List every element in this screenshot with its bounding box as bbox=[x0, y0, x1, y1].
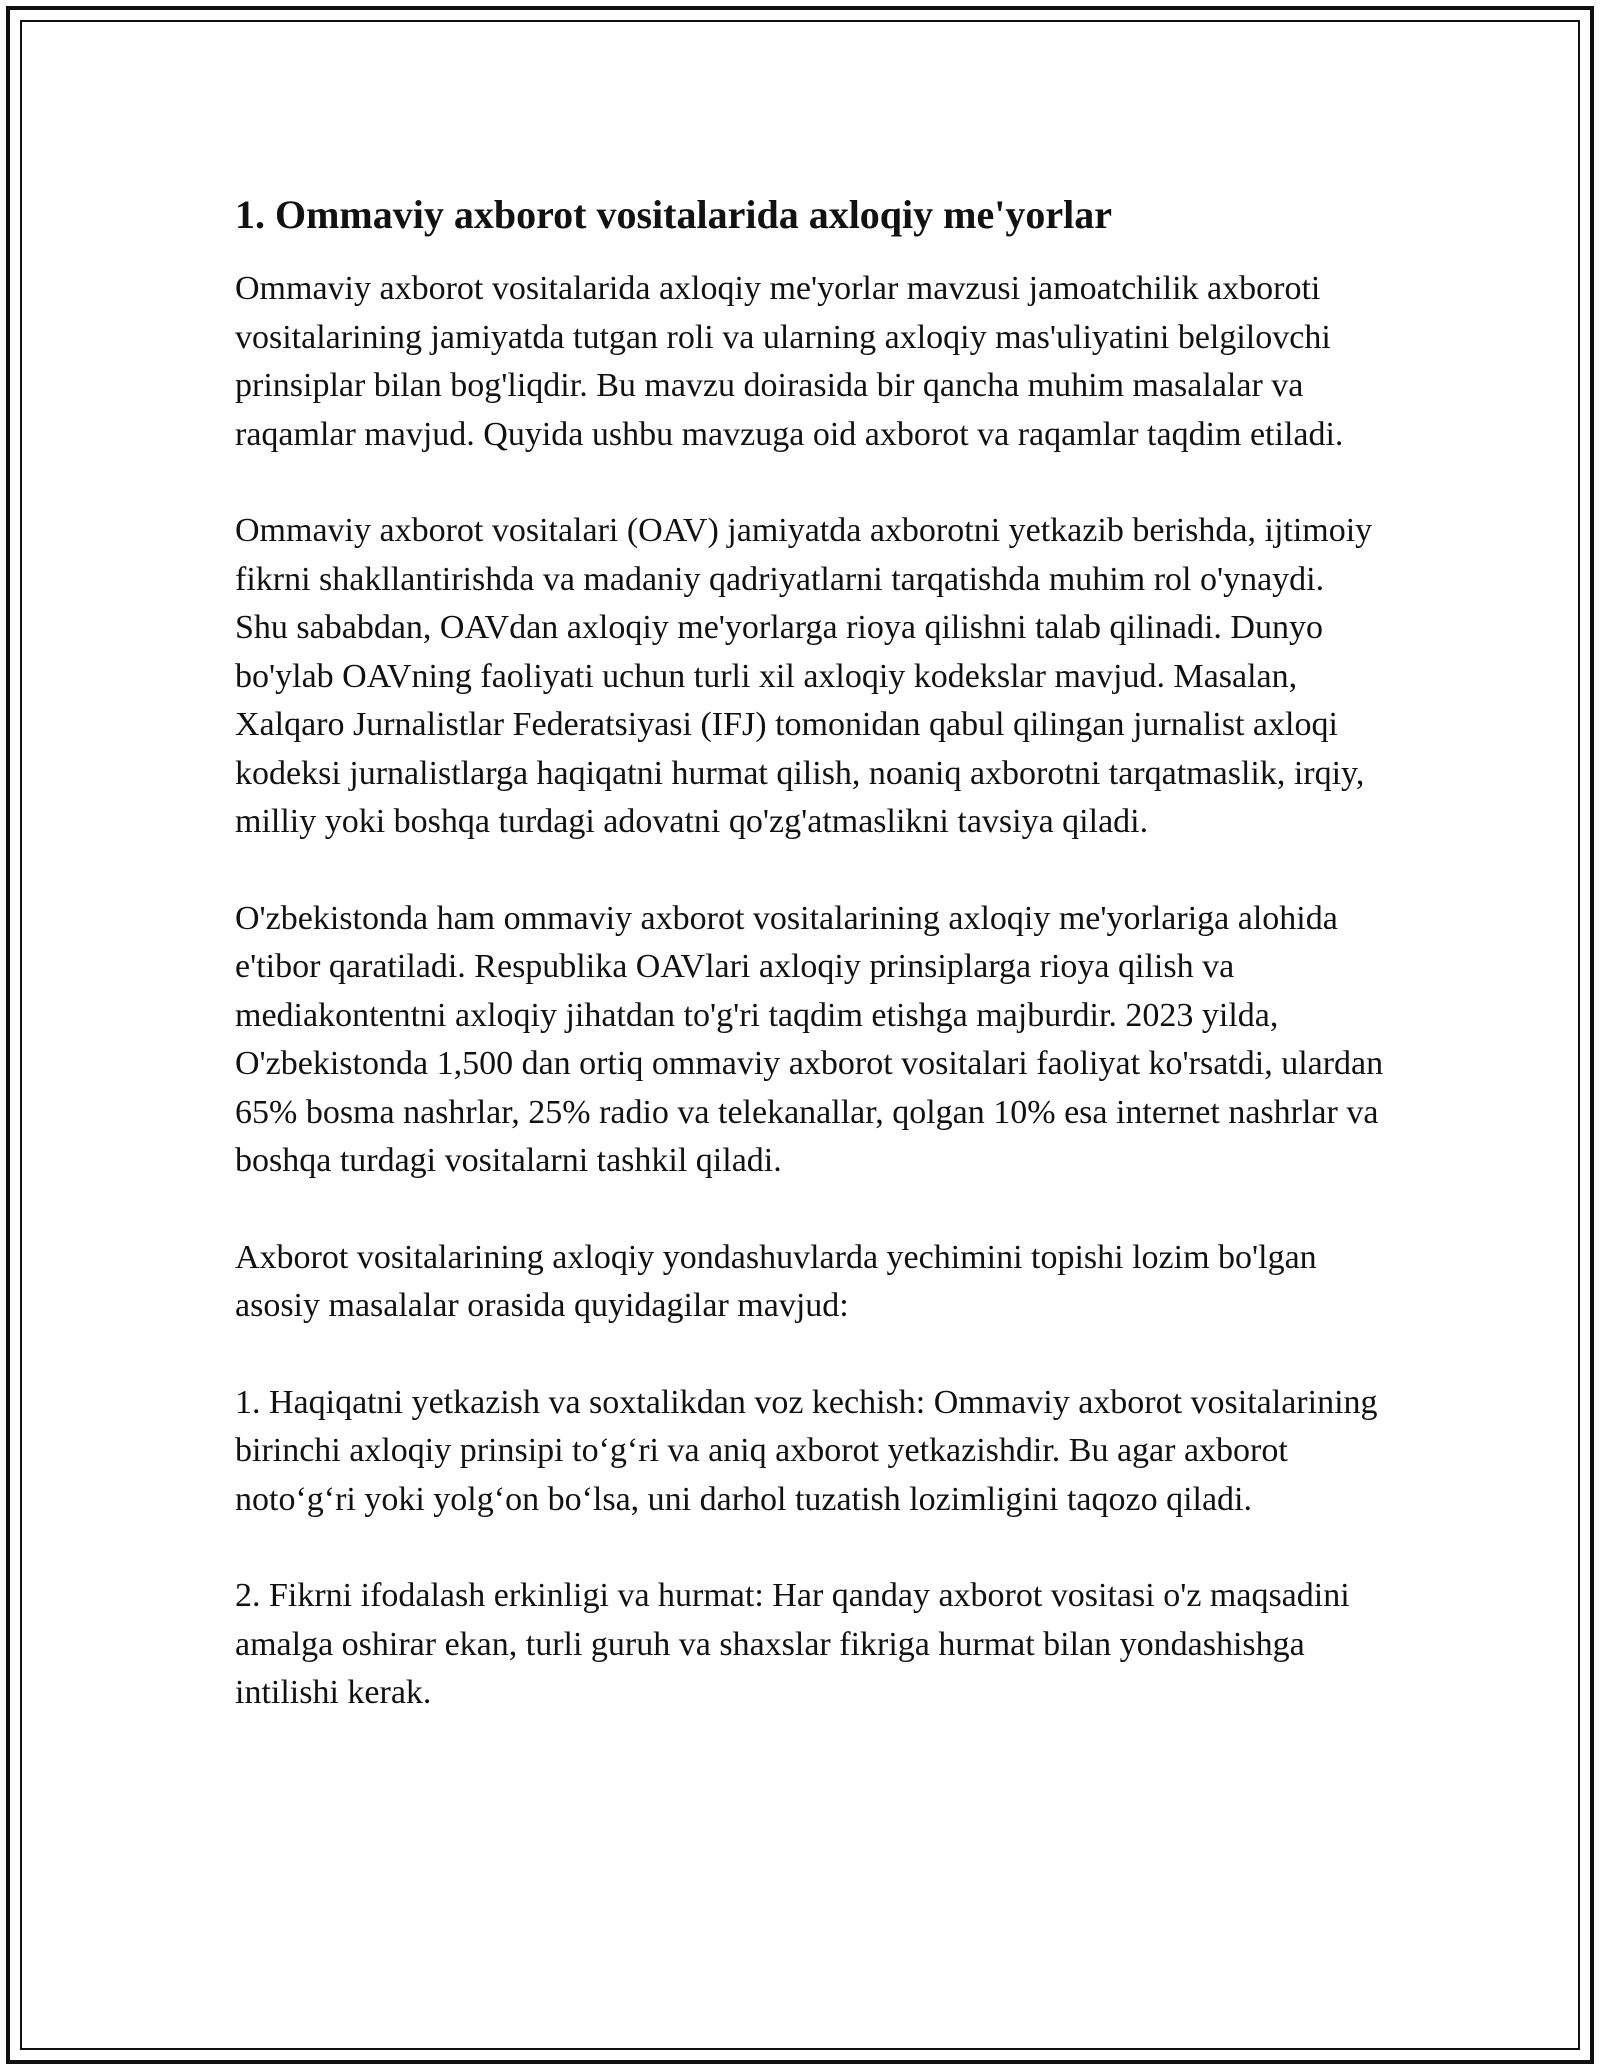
paragraph-oav-role: Ommaviy axborot vositalari (OAV) jamiyatda axborotni yetkazib berishda, ijtimoiy fikrni shakllantirishda va madaniy qadriyatlarni tarqatishda muhim rol o'ynaydi. Shu sababdan, OAVdan axloqiy me'yorlarga rioya qilishni talab qilinadi. Dunyo bo'ylab OAVning faoliyati uchun turli xil axloqiy kodekslar mavjud. Masalan, Xalqaro Jurnalistlar Federatsiyasi (IFJ) tomonidan qabul qilingan jurnalist axloqi kodeksi jurnalistlarga haqiqatni hurmat qilish, noaniq axborotni tarqatmaslik, irqiy, milliy yoki boshqa turdagi adovatni qo'zg'atmaslikni tavsiya qiladi. bbox=[235, 512, 1373, 840]
section-heading: 1. Ommaviy axborot vositalarida axloqiy me'yorlar bbox=[235, 192, 1112, 237]
paragraph-issues-intro: Axborot vositalarining axloqiy yondashuvlarda yechimini topishi lozim bo'lgan asosiy masalalar orasida quyidagilar mavjud: bbox=[235, 1238, 1317, 1324]
list-item-freedom: 2. Fikrni ifodalash erkinligi va hurmat: Har qanday axborot vositasi o'z maqsadini amalga oshirar ekan, turli guruh va shaxslar fikriga hurmat bilan yondashishga intilishi kerak. bbox=[235, 1577, 1350, 1711]
list-item-truth: 1. Haqiqatni yetkazish va soxtalikdan voz kechish: Ommaviy axborot vositalarining birinchi axloqiy prinsipi to‘g‘ri va aniq axborot yetkazishdir. Bu agar axborot noto‘g‘ri yoki yolg‘on bo‘lsa, uni darhol tuzatish lozimligini taqozo qiladi. bbox=[235, 1383, 1378, 1518]
paragraph-uzbekistan: O'zbekistonda ham ommaviy axborot vositalarining axloqiy me'yorlariga alohida e'tibor qaratiladi. Respublika OAVlari axloqiy prinsiplarga rioya qilish va mediakontentni axloqiy jihatdan to'g'ri taqdim etishga majburdir. 2023 yilda, O'zbekistonda 1,500 dan ortiq ommaviy axborot vositalari faoliyat ko'rsatdi, ulardan 65% bosma nashrlar, 25% radio va telekanallar, qolgan 10% esa internet nashrlar va boshqa turdagi vositalarni tashkil qiladi. bbox=[235, 899, 1384, 1179]
paragraph-intro: Ommaviy axborot vositalarida axloqiy me'yorlar mavzusi jamoatchilik axboroti vositalarining jamiyatda tutgan roli va ularning axloqiy mas'uliyatini belgilovchi prinsiplar bilan bog'liqdir. Bu mavzu doirasida bir qancha muhim masalalar va raqamlar mavjud. Quyida ushbu mavzuga oid axborot va raqamlar taqdim etiladi. bbox=[235, 270, 1344, 453]
document-body bbox=[235, 185, 1385, 1718]
